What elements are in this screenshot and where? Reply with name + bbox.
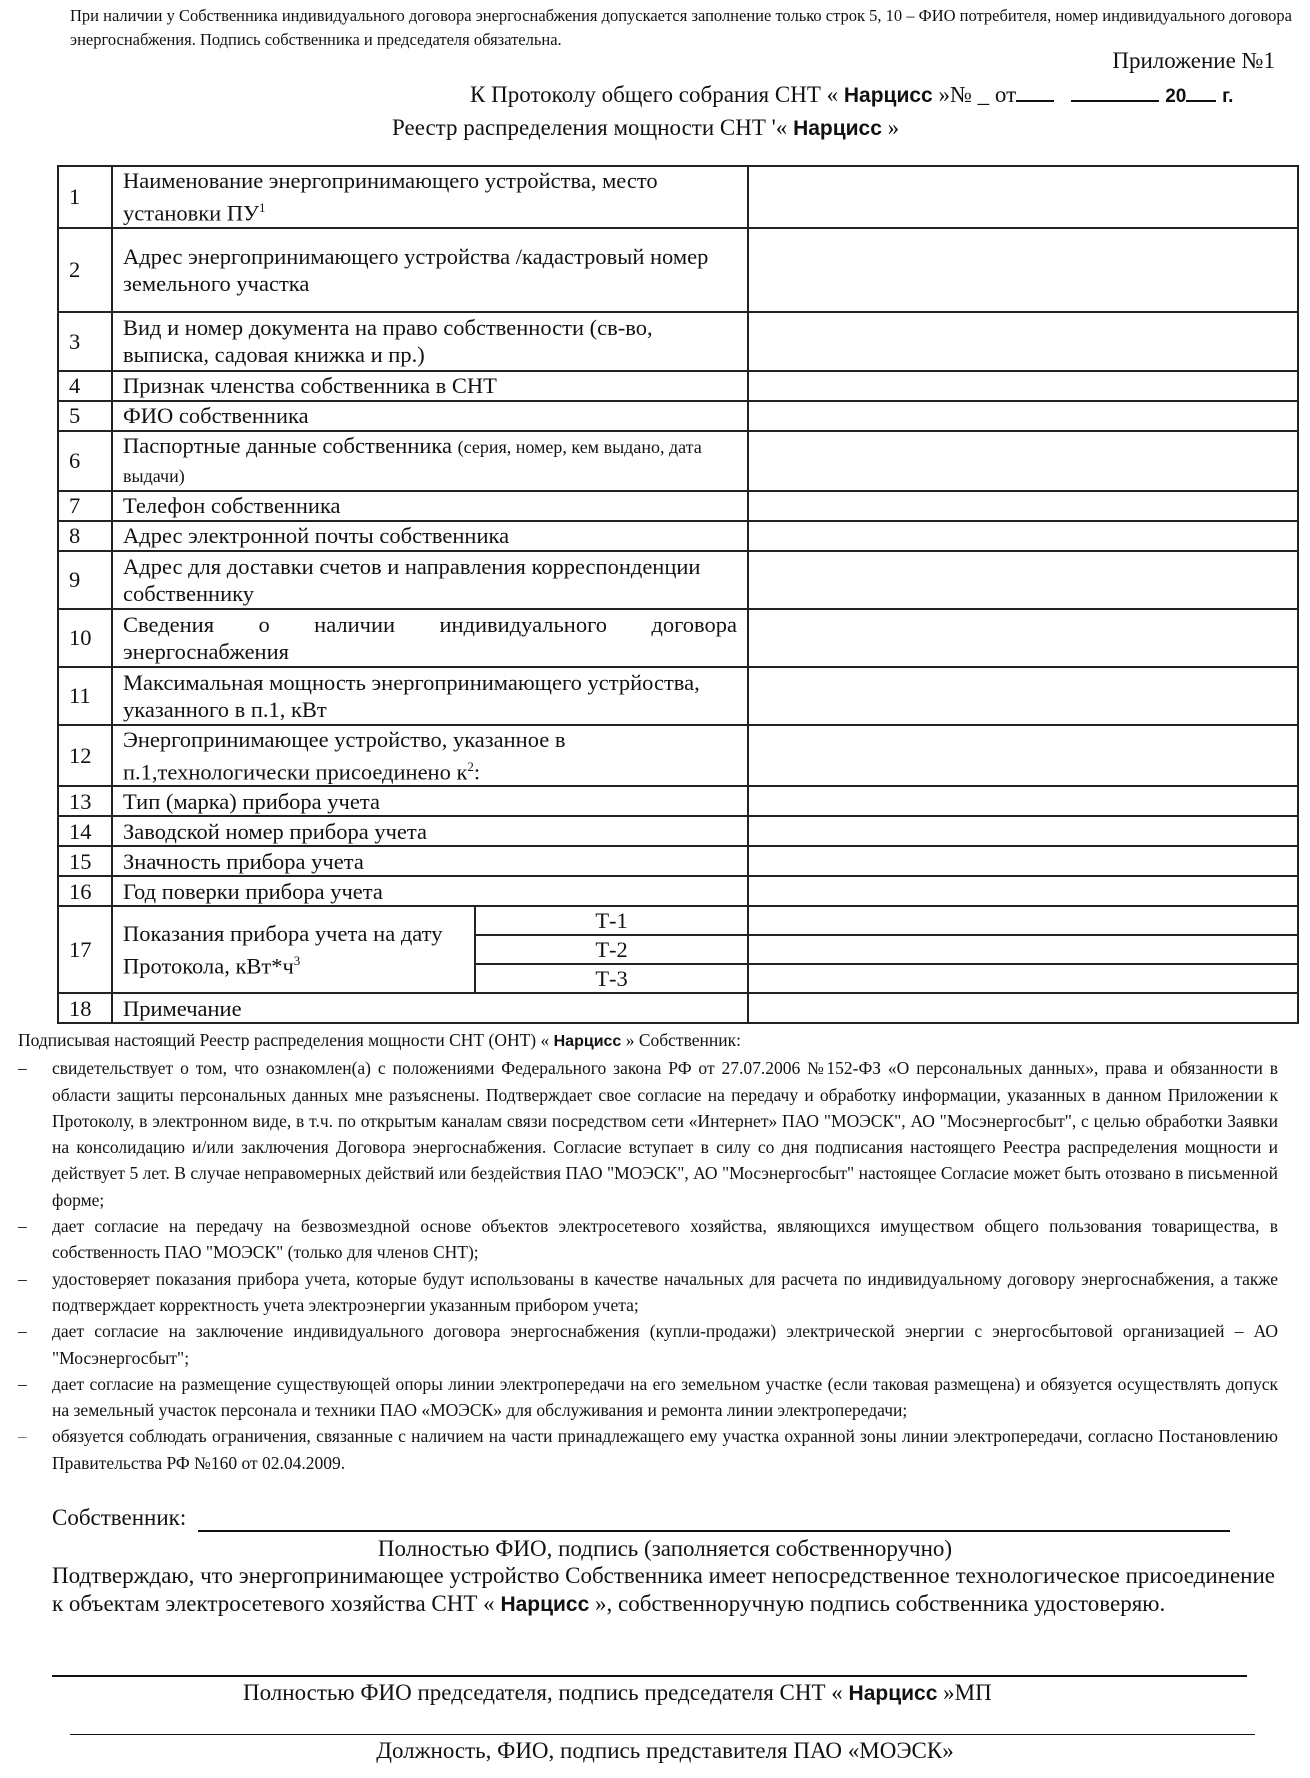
row-number: 9 xyxy=(58,551,112,609)
row-number: 17 xyxy=(58,906,112,993)
row-label: Энергопринимающее устройство, указанное в п.1,технологически присоединено $к^2$: xyxy=(112,725,748,787)
consent-section xyxy=(18,1027,1278,1476)
owner-signature-caption: Полностью ФИО, подпись (заполняется собственноручно) xyxy=(377,1536,953,1561)
row-value-field[interactable] xyxy=(748,551,1298,609)
snt-name: Нарцисс xyxy=(793,117,882,140)
chair-confirmation-text: Подтверждаю, что энергопринимающее устройство Собственника имеет непосредственное технологическое присоединение к объектам электросетевого хозяйства СНТ « Нарцисс », собственноручную подпись собственника удостоверяю. xyxy=(52,1563,1275,1616)
date-year-field[interactable] xyxy=(1186,82,1216,102)
row-value-field[interactable] xyxy=(748,667,1298,725)
row-number: 2 xyxy=(58,228,112,312)
table-row xyxy=(58,431,1298,491)
consent-item: – дает согласие на размещение существующей опоры линии электропередачи на его земельном участке (если таковая размещена) и обязуется осуществлять допуск на земельный участок персонала и техники ПАО «МОЭСК» для обслуживания и ремонта линии электропередачи; xyxy=(18,1373,1278,1421)
consent-item: – дает согласие на заключение индивидуального договора энергоснабжения (купли-продажи) электрической энергии с энергосбытовой организацией – АО "Мосэнергосбыт"; xyxy=(18,1321,1278,1368)
top-note: При наличии у Собственника индивидуального договора энергоснабжения допускается заполнение только строк 5, 10 – ФИО потребителя, номер индивидуального договора энергоснабжения. Подпись собственника и председателя обязательна. xyxy=(70,6,1292,49)
table-row xyxy=(58,906,1298,935)
table-row xyxy=(58,401,1298,431)
row-value-field[interactable] xyxy=(748,993,1298,1023)
table-row xyxy=(58,228,1298,312)
consent-list xyxy=(18,1055,1278,1476)
row-number: 14 xyxy=(58,816,112,846)
owner-signature-line[interactable] xyxy=(198,1503,1230,1532)
table-row xyxy=(58,521,1298,551)
row-label: Наименование энергопринимающего устройства, место установки $ПУ^1$ xyxy=(112,166,748,228)
consent-item: – удостоверяет показания прибора учета, которые будут использованы в качестве начальных для расчета по индивидуальному договору энергоснабжения, а также подтверждает корректность учета электроэнергии указанным прибором учета; xyxy=(18,1268,1278,1315)
row-value-field[interactable] xyxy=(748,816,1298,846)
row-number: 13 xyxy=(58,786,112,816)
consent-item: – свидетельствует о том, что ознакомлен(а) с положениями Федерального закона РФ от 27.07.2006 №152-ФЗ «О персональных данных», права и обязанности в области защиты персональных данных мне разъяснены. Подтверждает свое согласие на передачу и обработку информации, указанных в данном Приложении к Протоколу, в электронном виде, в т.ч. по открытым каналам связи посредством сети «Интернет» ПАО "МОЭСК", АО "Мосэнергосбыт", с целью обработки Заявки на консолидацию и/или заключения Договора энергоснабжения. Согласие вступает в силу со дня подписания настоящего Реестра распределения мощности и действует 5 лет. В случае неправомерных действий или бездействия ПАО "МОЭСК", АО "Мосэнергосбыт" настоящее Согласие может быть отозвано в письменной форме; xyxy=(18,1058,1278,1210)
table-row xyxy=(58,491,1298,521)
table-row xyxy=(58,371,1298,401)
row-value-field[interactable] xyxy=(748,312,1298,371)
row-value-field[interactable] xyxy=(748,876,1298,906)
registry-suffix: » xyxy=(887,115,900,140)
registry-prefix: Реестр распределения мощности СНТ '« xyxy=(392,115,788,140)
table-row xyxy=(58,725,1298,787)
protocol-prefix: К Протоколу общего собрания СНТ « xyxy=(470,82,839,107)
row-number: 12 xyxy=(58,725,112,787)
row-value-field[interactable] xyxy=(748,371,1298,401)
snt-name: Нарцисс xyxy=(843,84,933,107)
table-row xyxy=(58,667,1298,725)
tariff-value-t2[interactable] xyxy=(748,935,1298,964)
chair-signature-line[interactable] xyxy=(52,1655,1247,1677)
row-number: 4 xyxy=(58,371,112,401)
row-label: Адрес для доставки счетов и направления корреспонденции собственнику xyxy=(112,551,748,609)
row-label: Заводской номер прибора учета xyxy=(112,816,748,846)
protocol-mid: »№ _ от xyxy=(938,82,1017,107)
table-row xyxy=(58,876,1298,906)
appendix-title: Приложение №1 xyxy=(1112,48,1275,73)
chair-signature-caption: Полностью ФИО председателя, подпись председателя СНТ « Нарцисс »МП xyxy=(243,1680,992,1705)
tariff-label-t3: Т-3 xyxy=(475,964,748,993)
row-label: Адрес энергопринимающего устройства /кадастровый номер земельного участка xyxy=(112,228,748,312)
row-value-field[interactable] xyxy=(748,521,1298,551)
row-label: Паспортные данные собственника (серия, номер, кем выдано, дата выдачи) xyxy=(112,431,748,491)
row-label: Сведения о наличии индивидуального договора энергоснабжения xyxy=(112,609,748,667)
row-number: 7 xyxy=(58,491,112,521)
table-row xyxy=(58,846,1298,876)
table-row xyxy=(58,786,1298,816)
table-row xyxy=(58,816,1298,846)
consent-item: – дает согласие на передачу на безвозмездной основе объектов электросетевого хозяйства, являющихся имуществом общего пользования товарищества, в собственность ПАО "МОЭСК" (только для членов СНТ); xyxy=(18,1216,1278,1263)
row-label: Адрес электронной почты собственника xyxy=(112,521,748,551)
row-label: Вид и номер документа на право собственности (св-во, выписка, садовая книжка и пр.) xyxy=(112,312,748,371)
row-label: Показания прибора учета на дату Протокола, $кВт*ч^3$ xyxy=(112,906,475,993)
tariff-label-t2: Т-2 xyxy=(475,935,748,964)
row-label: Телефон собственника xyxy=(112,491,748,521)
row-value-field[interactable] xyxy=(748,725,1298,787)
row-number: 18 xyxy=(58,993,112,1023)
registry-table xyxy=(57,165,1299,1024)
row-label: Примечание xyxy=(112,993,748,1023)
row-value-field[interactable] xyxy=(748,166,1298,228)
row-label: ФИО собственника xyxy=(112,401,748,431)
table-row xyxy=(58,609,1298,667)
row-value-field[interactable] xyxy=(748,786,1298,816)
moesk-signature-line[interactable] xyxy=(70,1720,1255,1735)
row-label: Год поверки прибора учета xyxy=(112,876,748,906)
row-value-field[interactable] xyxy=(748,228,1298,312)
snt-name: Нарцисс xyxy=(553,1033,622,1050)
moesk-signature-caption: Должность, ФИО, подпись представителя ПАО «МОЭСК» xyxy=(376,1738,954,1763)
date-day-field[interactable] xyxy=(1016,82,1054,102)
row-value-field[interactable] xyxy=(748,431,1298,491)
row-label: Максимальная мощность энергопринимающего устрйоства, указанного в п.1, кВт xyxy=(112,667,748,725)
row-value-field[interactable] xyxy=(748,609,1298,667)
owner-signature-label: Собственник: xyxy=(52,1505,187,1530)
row-number: 11 xyxy=(58,667,112,725)
row-value-field[interactable] xyxy=(748,491,1298,521)
tariff-value-t3[interactable] xyxy=(748,964,1298,993)
tariff-label-t1: Т-1 xyxy=(475,906,748,935)
consent-intro: Подписывая настоящий Реестр распределения мощности СНТ (ОНТ) « Нарцисс » Собственник: xyxy=(18,1030,741,1050)
row-number: 16 xyxy=(58,876,112,906)
row-number: 10 xyxy=(58,609,112,667)
row-number: 15 xyxy=(58,846,112,876)
snt-name: Нарцисс xyxy=(500,1593,590,1616)
tariff-value-t1[interactable] xyxy=(748,906,1298,935)
row-label: Значность прибора учета xyxy=(112,846,748,876)
row-number: 1 xyxy=(58,166,112,228)
year-prefix: 20 xyxy=(1165,86,1187,107)
table-row xyxy=(58,993,1298,1023)
row-number: 6 xyxy=(58,431,112,491)
row-number: 5 xyxy=(58,401,112,431)
row-value-field[interactable] xyxy=(748,846,1298,876)
snt-name: Нарцисс xyxy=(848,1682,938,1705)
table-row xyxy=(58,312,1298,371)
row-value-field[interactable] xyxy=(748,401,1298,431)
protocol-reference xyxy=(470,82,1233,108)
year-suffix: г. xyxy=(1222,86,1234,107)
row-label: Тип (марка) прибора учета xyxy=(112,786,748,816)
table-row xyxy=(58,551,1298,609)
row-number: 8 xyxy=(58,521,112,551)
row-label: Признак членства собственника в СНТ xyxy=(112,371,748,401)
registry-title xyxy=(392,115,899,141)
table-row xyxy=(58,166,1298,228)
consent-item: – обязуется соблюдать ограничения, связанные с наличием на части принадлежащего ему участка охранной зоны линии электропередачи, согласно Постановлению Правительства РФ №160 от 02.04.2009. xyxy=(18,1426,1278,1473)
date-month-field[interactable] xyxy=(1071,82,1159,102)
row-number: 3 xyxy=(58,312,112,371)
